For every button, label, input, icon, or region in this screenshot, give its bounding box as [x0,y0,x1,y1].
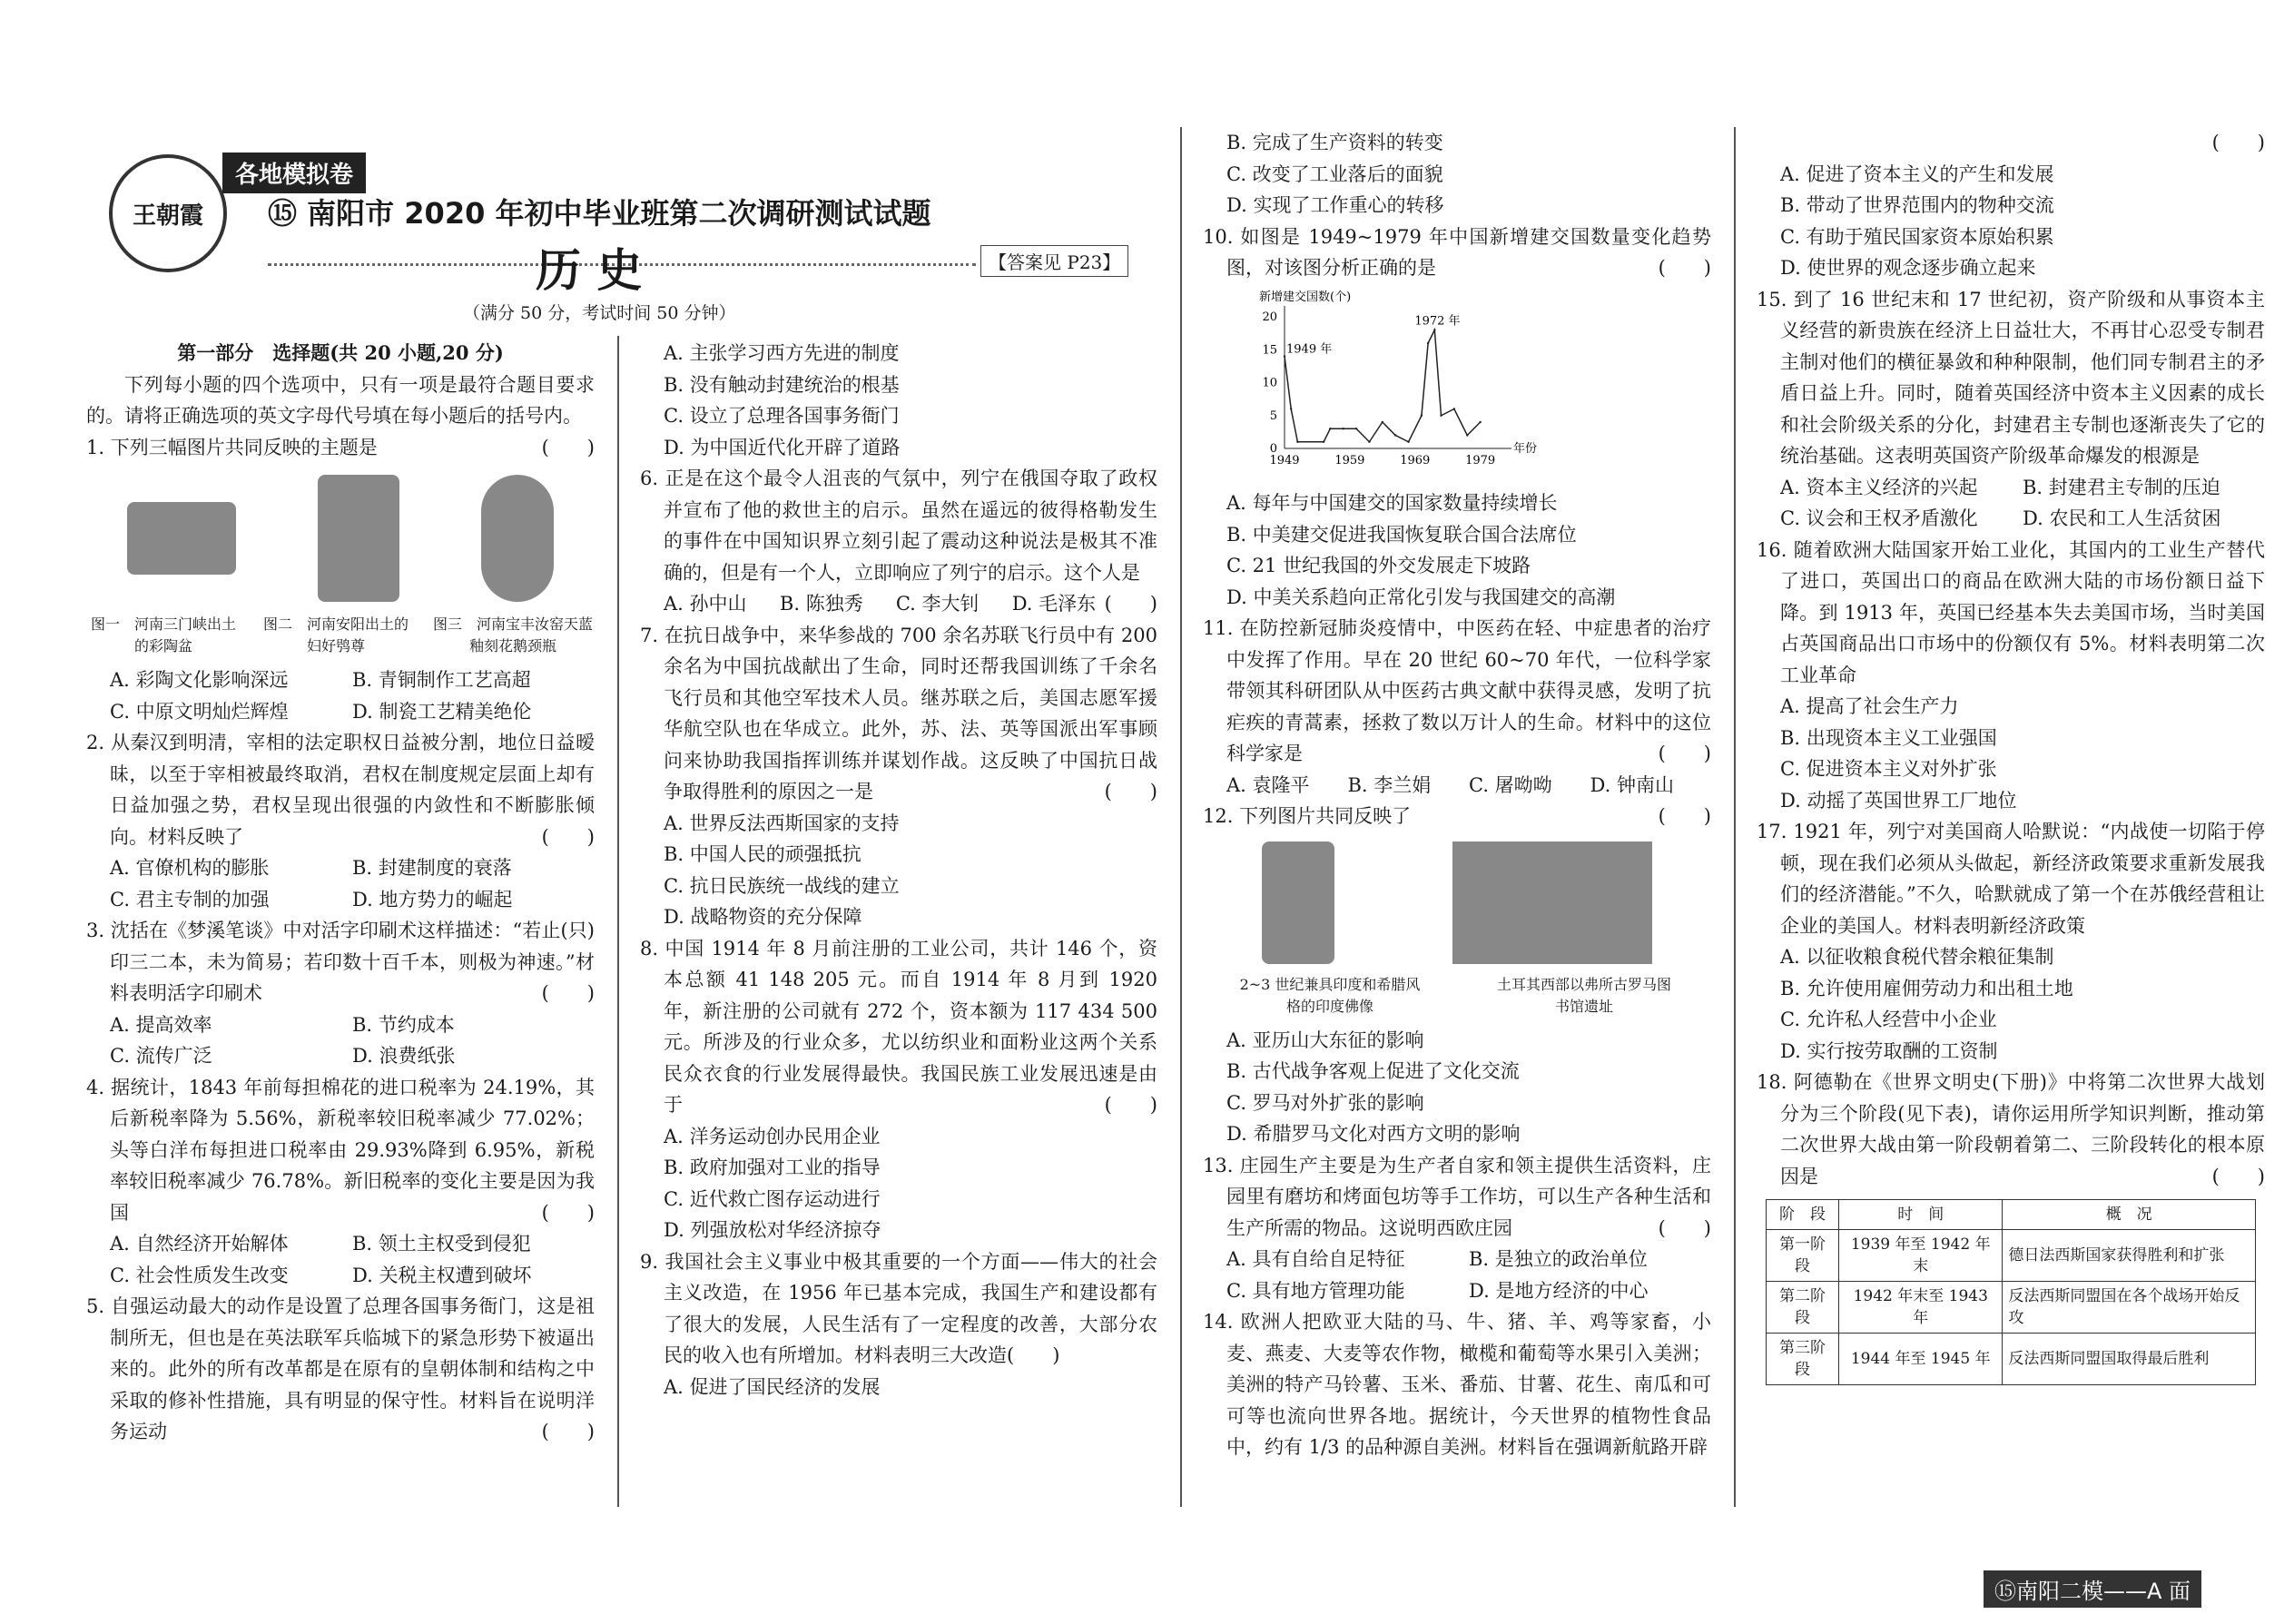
option: B. 封建制度的衰落 [352,857,512,879]
option: D. 是地方经济的中心 [1469,1279,1649,1302]
option: B. 出现资本主义工业强国 [1780,726,1997,749]
option: A. 主张学习西方先进的制度 [664,342,900,364]
y-tick-label: 15 [1262,342,1277,357]
answer-paren[interactable]: ( ) [541,1421,595,1442]
q3-stem: 3. 沈括在《梦溪笔谈》中对活字印刷术这样描述：“若止(只)印三二本，未为简易；若印数十百千本，则极为神速。”材料表明活字印刷术 [86,920,595,1004]
option: C. 具有地方管理功能 [1226,1279,1405,1302]
answer-paren[interactable]: ( ) [1658,257,1711,279]
data-point [1394,434,1396,436]
score-info: （满分 50 分，考试时间 50 分钟） [463,303,736,323]
option: B. 古代战争客观上促进了文化交流 [1226,1060,1520,1082]
table-cell: 1939 年至 1942 年末 [1839,1230,2003,1282]
option: B. 带动了世界范围内的物种交流 [1780,194,2054,216]
option: C. 罗马对外扩张的影响 [1226,1091,1424,1114]
option: A. 孙中山 [664,593,747,615]
column-4 [1757,127,2265,1385]
page-title: ⑮ 南阳市 2020 年初中毕业班第二次调研测试试题 [268,196,931,231]
option: B. 陈独秀 [779,593,863,615]
option: A. 每年与中国建交的国家数量持续增长 [1226,492,1558,514]
q14-stem: 14. 欧洲人把欧亚大陆的马、牛、猪、羊、鸡等家畜，小麦、燕麦、大麦等农作物，橄榄和葡萄等水果引入美洲；美洲的特产马铃薯、玉米、番茄、甘薯、花生、南瓜和可可等也流向世界各地。据统计，今天世界的植物性食品中，约有 1/3 的品种源自美洲。材料旨在强调新航路开辟 [1203,1311,1711,1458]
annotation: 1972 年 [1414,314,1461,328]
answer-ref: 【答案见 P23】 [980,245,1128,277]
table-cell: 德日法西斯国家获得胜利和扩张 [2003,1230,2256,1282]
option: A. 官僚机构的膨胀 [110,857,270,879]
q13-stem: 13. 庄园生产主要是为生产者自家和领主提供生活资料，庄园里有磨坊和烤面包坊等手工作坊，可以生产各种生活和生产所需的物品。这说明西欧庄园 [1203,1154,1711,1239]
answer-paren[interactable]: ( ) [1104,593,1157,615]
option: D. 实现了工作重心的转移 [1226,194,1444,216]
q17-stem: 17. 1921 年，列宁对美国商人哈默说：“内战使一切陷于停顿，现在我们必须从头做起，新经济政策要求重新发展我们的经济潜能。”不久，哈默就成了第一个在苏俄经营租让企业的美国人。材料表明新经济政策 [1757,821,2265,937]
option: A. 提高了社会生产力 [1780,695,1959,717]
table-cell: 第一阶段 [1767,1230,1839,1282]
option: D. 地方势力的崛起 [352,888,513,910]
option: A. 世界反法西斯国家的支持 [664,812,900,834]
option: B. 中美建交促进我国恢复联合国合法席位 [1226,523,1577,546]
option: D. 制瓷工艺精美绝伦 [352,700,532,723]
q12-images [1203,840,1711,967]
question-9 [640,1246,1157,1372]
intro: 下列每小题的四个选项中，只有一项是最符合题目要求的。请将正确选项的英文字母代号填在每小题后的括号内。 [86,373,595,427]
y-tick-label: 10 [1262,376,1277,389]
q12-stem: 12. 下列图片共同反映了 [1203,805,1412,827]
q15-stem: 15. 到了 16 世纪末和 17 世纪初，资产阶级和从事资本主义经营的新贵族在经济上日益壮大，不再甘心忍受专制君主制对他们的横征暴敛和种种限制，他们同专制君主的矛盾日益上升。同时，随着英国经济中资本主义因素的成长和社会阶级关系的分化，封建君主专制也逐渐丧失了它的统治基础。这表明英国资产阶级革命爆发的根源是 [1757,288,2265,467]
option: B. 青铜制作工艺高超 [352,669,531,691]
question-18 [1757,1067,2265,1192]
q7-stem: 7. 在抗日战争中，来华参战的 700 余名苏联飞行员中有 200 余名为中国抗战献出了生命，同时还帮我国训练了千余名飞行员和其他空军技术人员。继苏联之后，美国志愿军援华航空队也在华成立。此外，苏、法、英等国派出军事顾问来协助我国指挥训练并谋划作战。这反映了中国抗日战争取得胜利的原因之一是 [640,624,1157,802]
x-tick-label: 1969 [1400,453,1431,468]
answer-paren[interactable]: ( ) [2211,132,2265,153]
chart-title: 新增建交国数(个) [1259,290,1352,304]
question-12 [1203,801,1711,832]
answer-paren[interactable]: ( ) [1104,781,1157,802]
option: C. 社会性质发生改变 [110,1264,289,1286]
q18-stem: 18. 阿德勒在《世界文明史(下册)》中将第二次世界大战划分为三个阶段(见下表)，请你运用所学知识判断，推动第二次世界大战由第一阶段朝着第二、三阶段转化的根本原因是 [1757,1071,2265,1187]
pot-image [127,502,236,575]
option: C. 改变了工业落后的面貌 [1226,162,1443,185]
option: D. 列强放松对华经济掠夺 [664,1219,881,1241]
question-1 [86,432,595,464]
vase-image [481,475,554,602]
option: C. 21 世纪我国的外交发展走下坡路 [1226,555,1531,576]
option: B. 是独立的政治单位 [1469,1248,1648,1270]
q9-stem: 9. 我国社会主义事业中极其重要的一个方面——伟大的社会主义改造，在 1956 年已基本完成，我国生产和建设都有了很大的发展，人民生活有了一定程度的改善，大部分农民的收入也有所增加。材料表明三大改造( ) [640,1250,1157,1366]
table-row [1767,1334,2256,1385]
option: D. 希腊罗马文化对西方文明的影响 [1226,1123,1521,1145]
q4-stem: 4. 据统计，1843 年前每担棉花的进口税率为 24.19%，其后新税率降为 5.56%，新税率较旧税率减少 77.02%；头等白洋布每担进口税率由 29.93%降到 6.95%，新税率较旧税率减少 76.78%。新旧税率的变化主要是因为我国 [86,1076,595,1224]
divider [1180,127,1182,1507]
data-point [1355,428,1357,429]
column-3 [1203,127,1711,1463]
footer: ⑮南阳二模——A 面 [1984,1570,2201,1608]
q5-stem: 5. 自强运动最大的动作是设置了总理各国事务衙门，这是祖制所无，但也是在英法联军兵临城下的紧急形势下被逼出来的。此外的所有改革都是在原有的皇朝体制和结构之中采取的修补性措施，具有明显的保守性。材料旨在说明洋务运动 [86,1295,595,1442]
section-title: 第一部分 选择题(共 20 小题,20 分) [177,341,504,364]
option: C. 有助于殖民国家资本原始积累 [1780,225,2054,248]
y-tick-label: 0 [1269,441,1277,456]
option: C. 近代救亡图存运动进行 [664,1187,881,1210]
data-point [1427,341,1429,343]
data-point [1440,414,1442,416]
data-point [1342,428,1344,429]
option: A. 自然经济开始解体 [110,1233,289,1255]
option: B. 李兰娟 [1347,773,1432,796]
data-point [1433,329,1435,330]
caption: 图一 河南三门峡出土的彩陶盆 [90,615,236,655]
answer-paren[interactable]: ( ) [1104,1094,1157,1116]
option: C. 李大钊 [895,593,980,615]
option: D. 为中国近代化开辟了道路 [664,436,901,458]
logo: 王朝霞 [109,154,227,272]
diplomacy-chart [1248,290,1539,471]
answer-paren[interactable]: ( ) [2211,1165,2265,1187]
data-point [1296,440,1298,442]
table-cell: 反法西斯同盟国取得最后胜利 [2003,1334,2256,1385]
table-header: 概 况 [2003,1200,2256,1230]
option: D. 浪费纸张 [352,1045,456,1067]
table-row [1767,1230,2256,1282]
data-point [1290,408,1292,409]
option: A. 促进了国民经济的发展 [664,1375,881,1398]
answer-paren[interactable]: ( ) [541,1201,595,1224]
option: C. 议会和王权矛盾激化 [1780,507,1978,529]
data-point [1323,440,1324,442]
question-5 [86,1291,595,1448]
option: A. 具有自给自足特征 [1226,1248,1405,1270]
data-point [1329,428,1331,429]
q2-stem: 2. 从秦汉到明清，宰相的法定职权日益被分割，地位日益暧昧，以至于宰相被最终取消，君权在制度规定层面上却有日益加强之势，君权呈现出很强的内敛性和不断膨胀倾向。材料反映了 [86,732,595,848]
caption: 土耳其西部以弗所古罗马图书馆遗址 [1496,975,1671,1015]
data-point [1382,420,1383,422]
caption: 图二 河南安阳出土的妇好鸮尊 [262,615,409,655]
answer-paren[interactable]: ( ) [541,825,595,848]
answer-paren[interactable]: ( ) [1658,805,1711,827]
question-10 [1203,221,1711,284]
option: A. 提高效率 [110,1013,212,1036]
option: D. 实行按劳取酬的工资制 [1780,1039,1998,1062]
table-header: 时 间 [1839,1200,2003,1230]
option: D. 战略物资的充分保障 [664,906,862,928]
data-point [1421,414,1423,416]
option: A. 亚历山大东征的影响 [1226,1029,1424,1051]
data-point [1407,440,1409,442]
column-1 [86,338,595,1448]
data-point [1368,440,1370,442]
option: D. 中美关系趋向正常化引发与我国建交的高潮 [1226,586,1616,608]
y-tick-label: 20 [1262,310,1277,324]
question-7 [640,620,1157,808]
option: C. 屠呦呦 [1469,773,1552,796]
table-cell: 反法西斯同盟国在各个战场开始反攻 [2003,1282,2256,1334]
caption: 2~3 世纪兼具印度和希腊风格的印度佛像 [1239,975,1421,1015]
option: C. 中原文明灿烂辉煌 [110,700,289,723]
library-image [1452,842,1652,964]
table-cell: 第三阶段 [1767,1334,1839,1385]
option: B. 中国人民的顽强抵抗 [664,843,861,865]
question-4 [86,1072,595,1229]
answer-paren[interactable]: ( ) [541,436,595,458]
question-11 [1203,613,1711,770]
option: A. 洋务运动创办民用企业 [664,1125,881,1147]
option: B. 领土主权受到侵犯 [352,1233,531,1255]
option: C. 设立了总理各国事务衙门 [664,405,900,427]
q6-stem: 6. 正是在这个最令人沮丧的气氛中，列宁在俄国夺取了政权并宣布了他的救世主的启示。虽然在遥远的彼得格勒发生的事件在中国知识界立刻引起了震动这种说法是极其不准确的，但是有一个人，立即响应了列宁的启示。这个人是 [640,468,1157,584]
option: D. 关税主权遭到破坏 [352,1264,532,1286]
q10-stem: 10. 如图是 1949~1979 年中国新增建交国数量变化趋势图，对该图分析正确的是 [1203,225,1711,279]
x-tick-label: 1959 [1334,453,1365,468]
question-17 [1757,816,2265,941]
option: A. 以征收粮食税代替余粮征集制 [1780,946,2054,968]
option: D. 使世界的观念逐步确立起来 [1780,257,2036,279]
data-point [1466,434,1468,436]
divider [617,336,619,1507]
subject: 历 史 [536,244,643,297]
option: D. 钟南山 [1590,773,1674,796]
option: A. 彩陶文化影响深远 [110,669,289,691]
option: B. 允许使用雇佣劳动力和出租土地 [1780,977,2073,999]
divider [1734,127,1736,1507]
q8-stem: 8. 中国 1914 年 8 月前注册的工业公司，共计 146 个，资本总额 41 148 205 元。而自 1914 年 8 月到 1920 年，新注册的公司就有 272 个，资本额为 117 434 500 元。所涉及的行业众多，尤以纺织业和面粉业这两个关系民众衣食的行业发展得最快。我国民族工业发展迅速是由于 [640,937,1157,1116]
option: D. 动摇了英国世界工厂地位 [1780,789,2017,812]
annotation: 1949 年 [1286,342,1333,356]
answer-paren[interactable]: ( ) [541,982,595,1004]
answer-paren[interactable]: ( ) [1658,743,1711,764]
question-14 [1203,1306,1711,1463]
x-tick-label: 1979 [1465,453,1496,468]
data-point [1479,420,1481,422]
question-8 [640,933,1157,1121]
option: C. 君主专制的加强 [110,888,270,910]
header [109,127,1135,336]
buddha-image [1262,842,1334,964]
option: A. 袁隆平 [1226,773,1310,796]
data-point [1284,355,1285,357]
question-13 [1203,1150,1711,1245]
question-3 [86,915,595,1009]
table-cell: 1942 年末至 1943 年 [1839,1282,2003,1334]
option: C. 促进资本主义对外扩张 [1780,758,1997,780]
ww2-table [1766,1199,2256,1385]
caption: 图三 河南宝丰汝窑天蓝釉刻花鹅颈瓶 [432,615,593,655]
question-16 [1757,535,2265,692]
option: A. 促进了资本主义的产生和发展 [1780,162,2054,185]
x-tick-label: 1949 [1269,453,1300,468]
q1-images [86,470,595,606]
option: B. 没有触动封建统治的根基 [664,373,900,396]
option: C. 允许私人经营中小企业 [1780,1009,1997,1030]
option: C. 抗日民族统一战线的建立 [664,874,900,897]
x-label: 年份 [1513,441,1538,456]
table-row [1767,1282,2256,1334]
option: B. 封建君主专制的压迫 [2023,476,2220,498]
table-cell: 第二阶段 [1767,1282,1839,1334]
question-2 [86,727,595,852]
option: B. 节约成本 [352,1013,455,1036]
q1-stem: 1. 下列三幅图片共同反映的主题是 [86,436,378,458]
table-header: 阶 段 [1767,1200,1839,1230]
option: A. 资本主义经济的兴起 [1780,476,1978,498]
answer-paren[interactable]: ( ) [1658,1216,1711,1239]
question-15 [1757,284,2265,472]
column-2 [640,338,1157,1403]
y-tick-label: 5 [1269,408,1277,423]
option: D. 农民和工人生活贫困 [2023,507,2221,529]
bronze-image [318,475,399,602]
option: B. 完成了生产资料的转变 [1226,132,1443,153]
option: C. 流传广泛 [110,1045,212,1067]
q11-stem: 11. 在防控新冠肺炎疫情中，中医药在轻、中症患者的治疗中发挥了作用。早在 20 世纪 60~70 年代，一位科学家带领其科研团队从中医药古典文献中获得灵感，发明了抗疟疾的青蒿素，拯救了数以万计人的生命。材料中的这位科学家是 [1203,617,1711,764]
badge: 各地模拟卷 [222,153,366,193]
option: D. 毛泽东 [1011,593,1097,615]
q16-stem: 16. 随着欧洲大陆国家开始工业化，其国内的工业生产替代了进口，英国出口的商品在欧洲大陆的市场份额日益下降。到 1913 年，英国已经基本失去美国市场，当时美国占英国商品出口市场中的份额仅有 5%。材料表明第二次工业革命 [1757,538,2265,686]
table-cell: 1944 年至 1945 年 [1839,1334,2003,1385]
data-point [1453,408,1455,409]
option: B. 政府加强对工业的指导 [664,1156,881,1178]
